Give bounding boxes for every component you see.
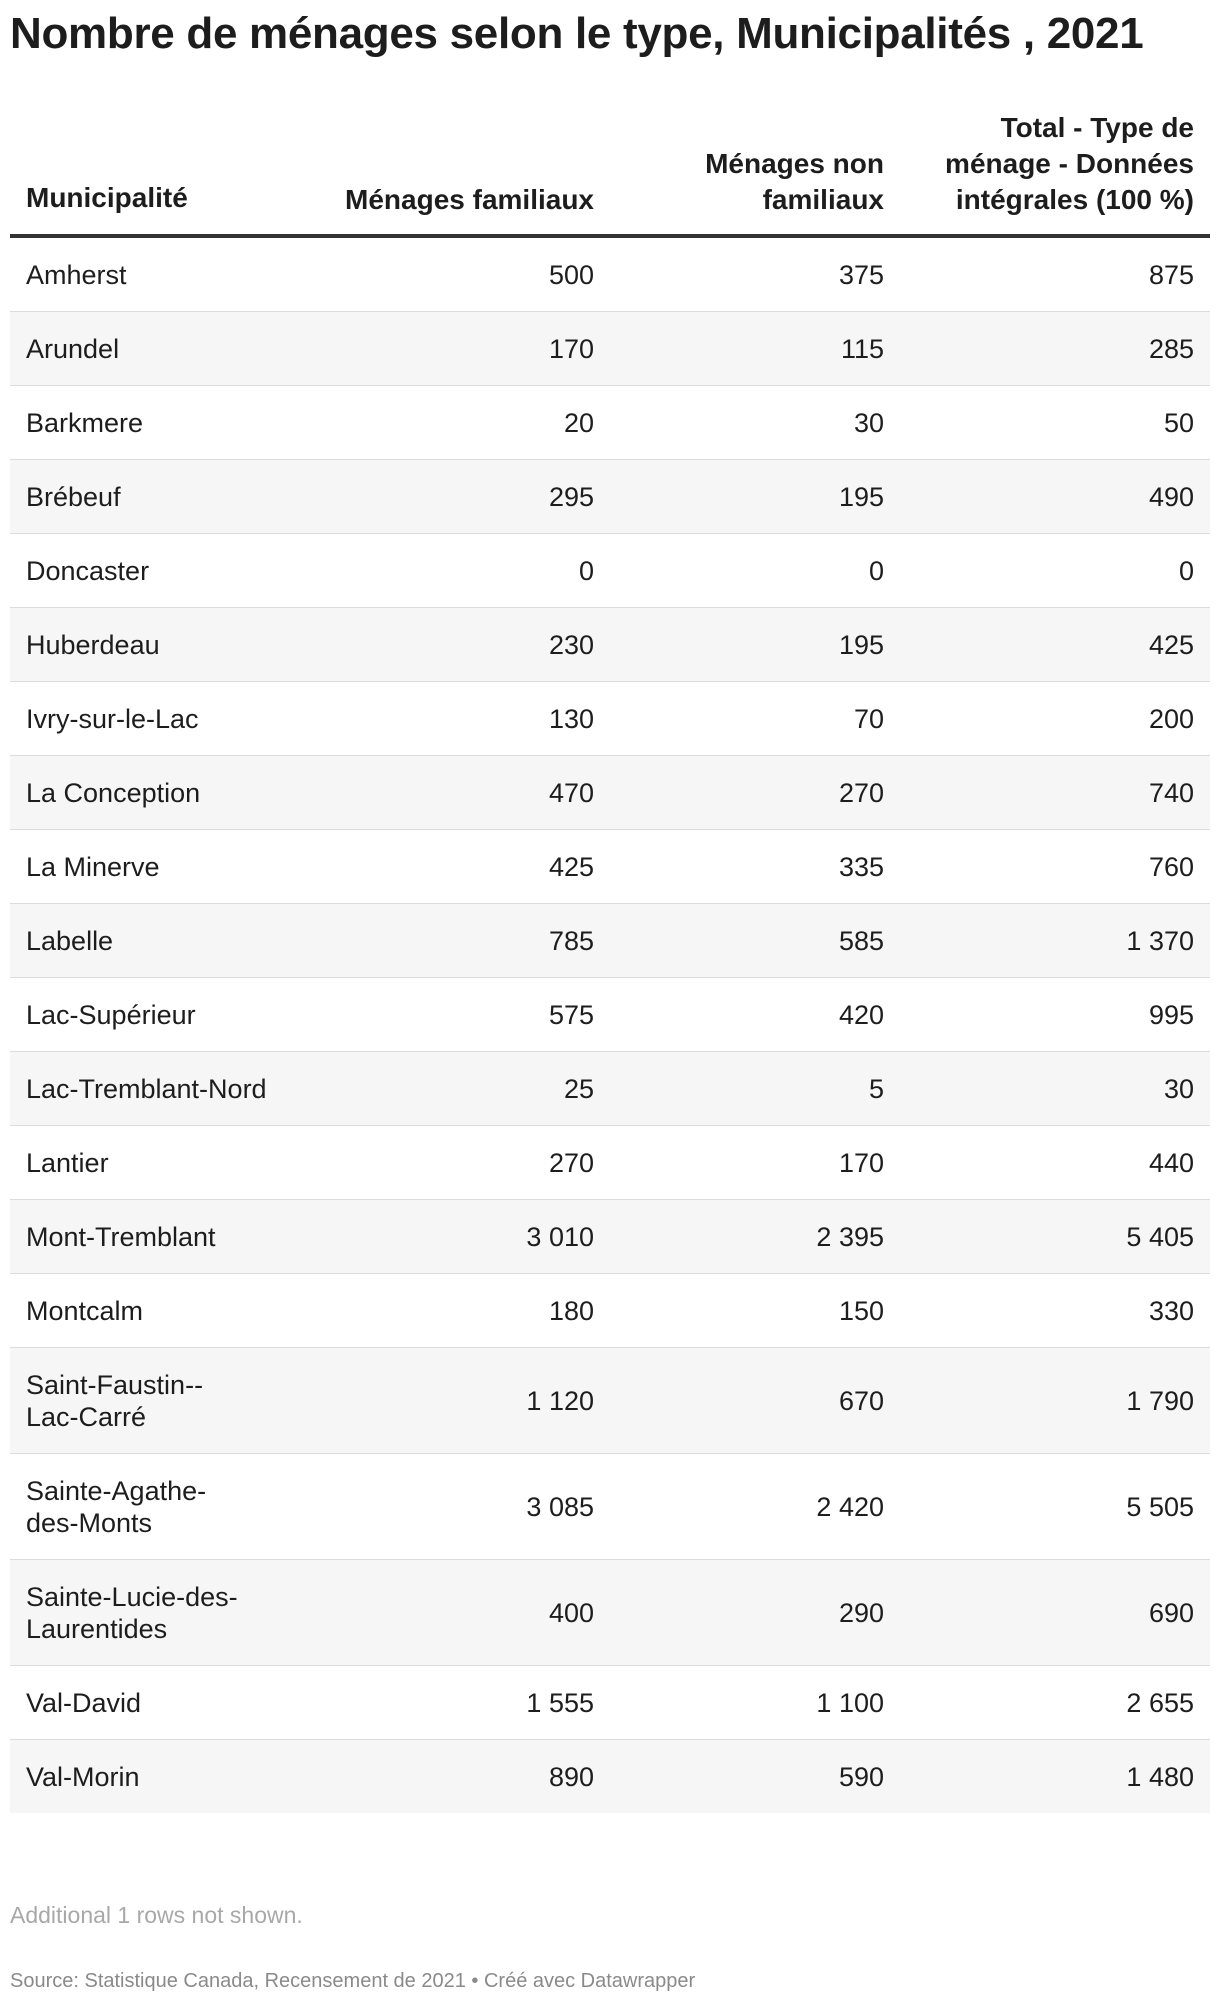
cell-total: 1 790	[900, 1348, 1210, 1454]
cell-menages-familiaux: 230	[310, 608, 610, 682]
cell-municipalite: Lac-Tremblant-Nord	[10, 1052, 310, 1126]
cell-total: 200	[900, 682, 1210, 756]
column-header-menages-familiaux[interactable]: Ménages familiaux	[310, 110, 610, 236]
cell-total: 30	[900, 1052, 1210, 1126]
cell-menages-non-familiaux: 270	[610, 756, 900, 830]
column-header-municipalite[interactable]: Municipalité	[10, 110, 310, 236]
table-row	[10, 312, 1210, 386]
cell-municipalite: Ivry-sur-le-Lac	[10, 682, 310, 756]
cell-menages-familiaux: 500	[310, 236, 610, 312]
cell-menages-non-familiaux: 2 395	[610, 1200, 900, 1274]
cell-total: 490	[900, 460, 1210, 534]
cell-total: 760	[900, 830, 1210, 904]
cell-menages-familiaux: 170	[310, 312, 610, 386]
cell-menages-non-familiaux: 5	[610, 1052, 900, 1126]
table-row	[10, 1740, 1210, 1814]
cell-municipalite: La Minerve	[10, 830, 310, 904]
cell-municipalite: Arundel	[10, 312, 310, 386]
cell-menages-non-familiaux: 195	[610, 460, 900, 534]
table-body	[10, 236, 1210, 1813]
cell-menages-non-familiaux: 375	[610, 236, 900, 312]
cell-menages-familiaux: 0	[310, 534, 610, 608]
cell-total: 1 370	[900, 904, 1210, 978]
cell-municipalite: Amherst	[10, 236, 310, 312]
table-row	[10, 1200, 1210, 1274]
cell-menages-familiaux: 270	[310, 1126, 610, 1200]
cell-total: 740	[900, 756, 1210, 830]
cell-menages-familiaux: 785	[310, 904, 610, 978]
cell-total: 285	[900, 312, 1210, 386]
cell-municipalite: Sainte-Lucie-des-Laurentides	[10, 1560, 310, 1666]
cell-menages-familiaux: 295	[310, 460, 610, 534]
cell-menages-non-familiaux: 590	[610, 1740, 900, 1814]
cell-menages-familiaux: 400	[310, 1560, 610, 1666]
cell-total: 0	[900, 534, 1210, 608]
cell-municipalite: Montcalm	[10, 1274, 310, 1348]
table-row	[10, 386, 1210, 460]
column-header-total[interactable]: Total - Type de ménage - Données intégrales (100 %)	[900, 110, 1210, 236]
table-row	[10, 1666, 1210, 1740]
cell-menages-non-familiaux: 150	[610, 1274, 900, 1348]
cell-menages-non-familiaux: 420	[610, 978, 900, 1052]
cell-municipalite: Barkmere	[10, 386, 310, 460]
table-row	[10, 236, 1210, 312]
cell-menages-familiaux: 25	[310, 1052, 610, 1126]
table-row	[10, 1348, 1210, 1454]
cell-municipalite: Lac-Supérieur	[10, 978, 310, 1052]
cell-menages-non-familiaux: 0	[610, 534, 900, 608]
cell-municipalite: Huberdeau	[10, 608, 310, 682]
table-header-row	[10, 110, 1210, 236]
cell-total: 330	[900, 1274, 1210, 1348]
cell-menages-non-familiaux: 290	[610, 1560, 900, 1666]
column-header-menages-non-familiaux[interactable]: Ménages non familiaux	[610, 110, 900, 236]
cell-menages-non-familiaux: 115	[610, 312, 900, 386]
cell-menages-familiaux: 180	[310, 1274, 610, 1348]
cell-menages-non-familiaux: 170	[610, 1126, 900, 1200]
cell-municipalite: La Conception	[10, 756, 310, 830]
cell-menages-familiaux: 20	[310, 386, 610, 460]
cell-municipalite: Saint-Faustin--Lac-Carré	[10, 1348, 310, 1454]
cell-menages-non-familiaux: 195	[610, 608, 900, 682]
data-table	[10, 110, 1210, 1813]
chart-title: Nombre de ménages selon le type, Municipalités , 2021	[10, 9, 1144, 58]
cell-menages-non-familiaux: 30	[610, 386, 900, 460]
cell-municipalite: Brébeuf	[10, 460, 310, 534]
table-row	[10, 904, 1210, 978]
cell-total: 5 405	[900, 1200, 1210, 1274]
cell-menages-familiaux: 1 555	[310, 1666, 610, 1740]
table-row	[10, 978, 1210, 1052]
cell-menages-familiaux: 575	[310, 978, 610, 1052]
table-row	[10, 608, 1210, 682]
cell-total: 50	[900, 386, 1210, 460]
cell-municipalite: Doncaster	[10, 534, 310, 608]
cell-menages-non-familiaux: 1 100	[610, 1666, 900, 1740]
table-row	[10, 1126, 1210, 1200]
table-row	[10, 830, 1210, 904]
cell-menages-familiaux: 890	[310, 1740, 610, 1814]
cell-menages-non-familiaux: 670	[610, 1348, 900, 1454]
table-row	[10, 756, 1210, 830]
cell-municipalite: Val-David	[10, 1666, 310, 1740]
table-row	[10, 1454, 1210, 1560]
table-row	[10, 460, 1210, 534]
cell-total: 875	[900, 236, 1210, 312]
source-note: Source: Statistique Canada, Recensement de 2021 • Créé avec Datawrapper	[10, 1970, 696, 1992]
cell-menages-non-familiaux: 70	[610, 682, 900, 756]
table-row	[10, 682, 1210, 756]
cell-total: 1 480	[900, 1740, 1210, 1814]
cell-municipalite: Val-Morin	[10, 1740, 310, 1814]
cell-municipalite: Mont-Tremblant	[10, 1200, 310, 1274]
cell-total: 5 505	[900, 1454, 1210, 1560]
cell-total: 425	[900, 608, 1210, 682]
cell-municipalite: Sainte-Agathe-des-Monts	[10, 1454, 310, 1560]
cell-menages-familiaux: 1 120	[310, 1348, 610, 1454]
cell-menages-familiaux: 3 010	[310, 1200, 610, 1274]
table-row	[10, 534, 1210, 608]
cell-municipalite: Lantier	[10, 1126, 310, 1200]
cell-total: 2 655	[900, 1666, 1210, 1740]
cell-menages-familiaux: 130	[310, 682, 610, 756]
cell-menages-familiaux: 425	[310, 830, 610, 904]
cell-total: 440	[900, 1126, 1210, 1200]
cell-municipalite: Labelle	[10, 904, 310, 978]
cell-menages-familiaux: 470	[310, 756, 610, 830]
table-row	[10, 1560, 1210, 1666]
table-row	[10, 1274, 1210, 1348]
cell-menages-familiaux: 3 085	[310, 1454, 610, 1560]
rows-not-shown-note: Additional 1 rows not shown.	[10, 1902, 303, 1928]
cell-menages-non-familiaux: 2 420	[610, 1454, 900, 1560]
table-row	[10, 1052, 1210, 1126]
cell-menages-non-familiaux: 335	[610, 830, 900, 904]
cell-menages-non-familiaux: 585	[610, 904, 900, 978]
cell-total: 995	[900, 978, 1210, 1052]
cell-total: 690	[900, 1560, 1210, 1666]
